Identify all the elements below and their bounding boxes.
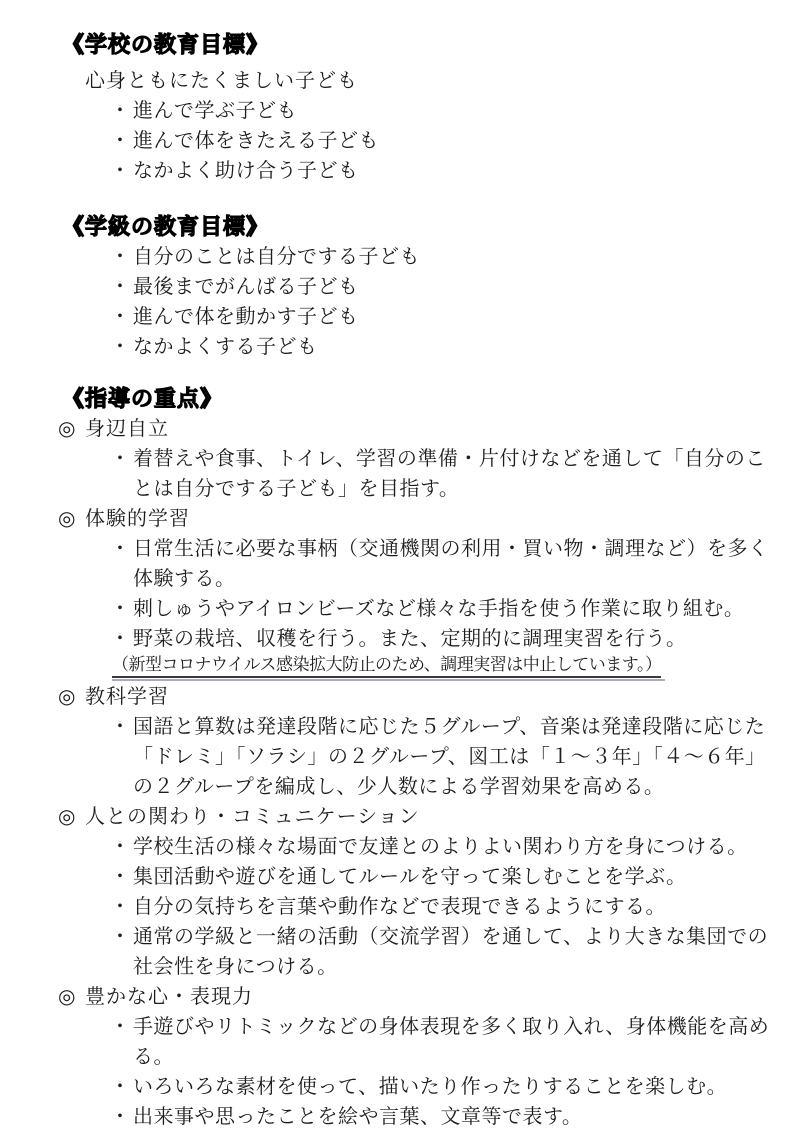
list-item-text: 野菜の栽培、収穫を行う。また、定期的に調理実習を行う。 [133,628,687,650]
bullet-icon: ・ [110,160,130,182]
list-item [110,272,800,302]
list-item [110,444,800,504]
list-item [110,624,800,654]
double-circle-icon: ◎ [58,418,76,440]
topic-title: 身辺自立 [85,418,169,440]
topic-title: 体験的学習 [85,508,190,530]
bullet-icon: ・ [110,598,130,620]
list-item-text: 集団活動や遊びを通してルールを守って楽しむことを学ぶ。 [133,866,687,888]
topic-row [58,982,800,1012]
list-item-text: 自分の気持ちを言葉や動作などで表現できるようにする。 [133,896,666,918]
topic-row [58,504,800,534]
list-item-text: 国語と算数は発達段階に応じた５グループ、音楽は発達段階に応じた「ドレミ」「ソラシ」の２グループ、図工は「１～３年」「４～６年」の２グループを編成し、少人数による学習効果を高める。 [133,716,766,798]
list-item-text: なかよくする子ども [133,336,318,358]
double-circle-icon: ◎ [58,806,76,828]
double-circle-icon: ◎ [58,508,76,530]
topic-title: 教科学習 [85,686,169,708]
list-item [110,922,800,982]
bullet-icon: ・ [110,896,130,918]
topic-row [58,682,800,712]
list-item-text: 進んで体を動かす子ども [133,306,359,328]
topic-title: 豊かな心・表現力 [85,986,253,1008]
bullet-icon: ・ [110,246,130,268]
list-item-text: なかよく助け合う子ども [133,160,359,182]
list-item [110,1102,800,1130]
topic-title: 人との関わり・コミュニケーション [85,806,420,828]
list-item [110,712,800,802]
bullet-icon: ・ [110,836,130,858]
list-item-text: 着替えや食事、トイレ、学習の準備・片付けなどを通して「自分のことは自分でする子ども」を目指す。 [133,448,766,500]
list-item [110,332,800,362]
double-circle-icon: ◎ [58,986,76,1008]
bullet-icon: ・ [110,1016,130,1038]
list-item [110,126,800,156]
bullet-icon: ・ [110,926,130,948]
bullet-icon: ・ [110,276,130,298]
bullet-icon: ・ [110,538,130,560]
heading-guidance-priorities: 《指導の重点》 [62,386,224,411]
school-goals-lead: 心身ともにたくましい子ども [85,70,358,92]
list-item-text: 通常の学級と一緒の活動（交流学習）を通して、より大きな集団での社会性を身につける。 [133,926,769,978]
list-item-text: 進んで学ぶ子ども [133,100,297,122]
heading-class-goals: 《学級の教育目標》 [62,214,270,239]
bullet-icon: ・ [110,1106,130,1128]
list-item [110,302,800,332]
list-item-text: 手遊びやリトミックなどの身体表現を多く取り入れ、身体機能を高める。 [133,1016,770,1068]
bullet-icon: ・ [110,628,130,650]
list-item [110,242,800,272]
list-item-text: 学校生活の様々な場面で友達とのよりよい関わり方を身につける。 [133,836,748,858]
bullet-icon: ・ [110,716,130,738]
bullet-icon: ・ [110,130,130,152]
list-item-text: 進んで体をきたえる子ども [133,130,379,152]
double-circle-icon: ◎ [58,686,76,708]
heading-school-goals: 《学校の教育目標》 [62,32,270,57]
list-item [110,594,800,624]
covid-note [112,656,800,678]
list-item-text: 自分のことは自分でする子ども [133,246,420,268]
list-item-text: 最後までがんばる子ども [133,276,359,298]
bullet-icon: ・ [110,866,130,888]
covid-note-text: （新型コロナウイルス感染拡大防止のため、調理実習は中止しています。） [112,656,661,678]
list-item [110,1072,800,1102]
bullet-icon: ・ [110,1076,130,1098]
bullet-icon: ・ [110,448,130,470]
list-item-text: いろいろな素材を使って、描いたり作ったりすることを楽しむ。 [133,1076,728,1098]
list-item [110,832,800,862]
list-item [110,534,800,594]
topic-row [58,414,800,444]
list-item-text: 刺しゅうやアイロンビーズなど様々な手指を使う作業に取り組む。 [133,598,745,620]
list-item [110,862,800,892]
list-item-text: 出来事や思ったことを絵や言葉、文章等で表す。 [133,1106,583,1128]
bullet-icon: ・ [110,306,130,328]
list-item [110,1012,800,1072]
bullet-icon: ・ [110,100,130,122]
list-item [110,156,800,186]
topic-row [58,802,800,832]
bullet-icon: ・ [110,336,130,358]
list-item [110,892,800,922]
list-item-text: 日常生活に必要な事柄（交通機関の利用・買い物・調理など）を多く体験する。 [133,538,769,590]
list-item [110,96,800,126]
